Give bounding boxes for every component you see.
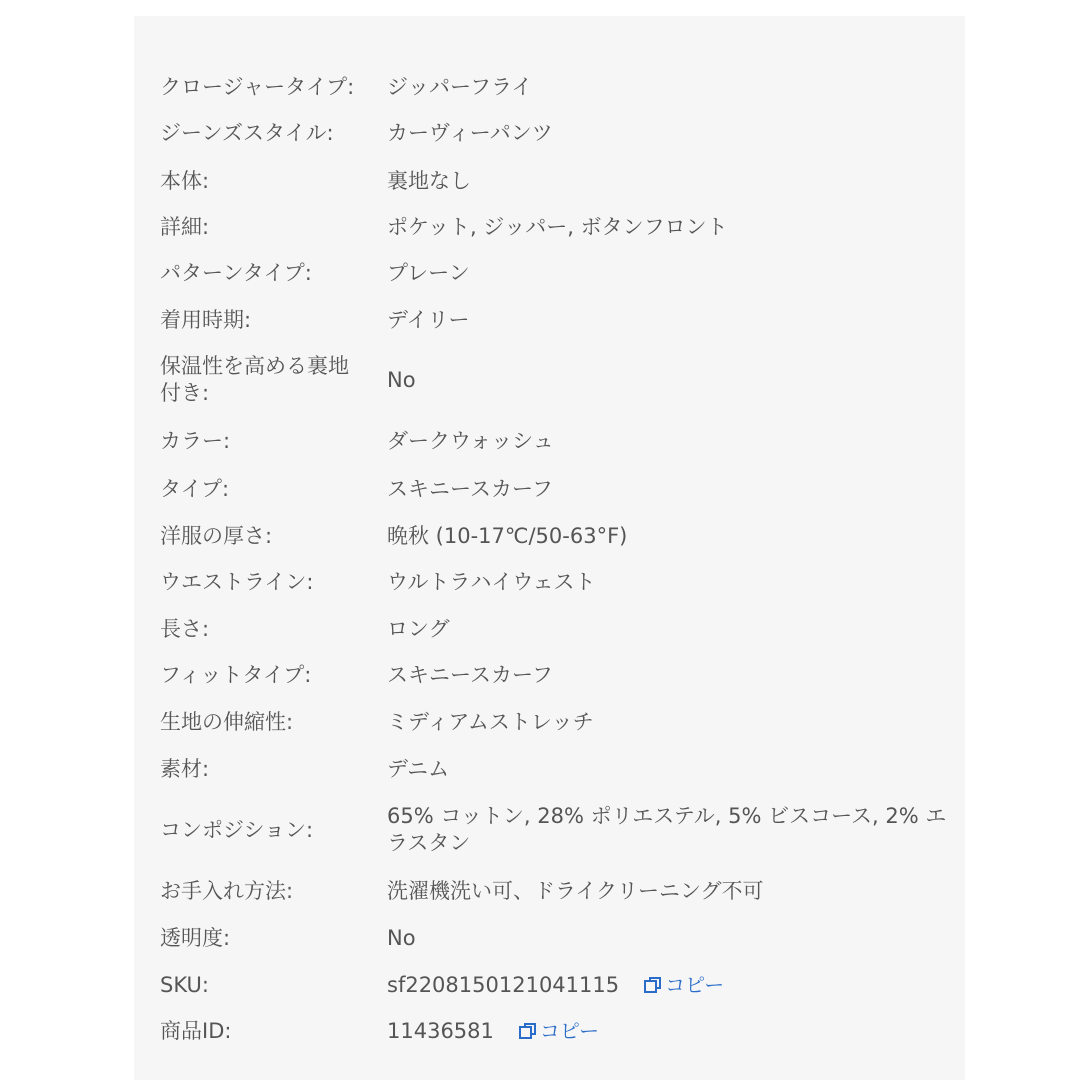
spec-row — [134, 474, 965, 504]
spec-label-closure-type: クロージャータイプ: — [160, 74, 355, 99]
spec-row — [134, 660, 965, 690]
spec-row — [134, 970, 965, 1000]
spec-row — [134, 258, 965, 288]
spec-value-jeans-style: カーヴィーパンツ — [387, 120, 553, 145]
spec-label-composition: コンポジション: — [160, 817, 314, 842]
spec-value-transparency: No — [387, 925, 416, 950]
spec-label-season: 着用時期: — [160, 307, 252, 332]
spec-value-thermal-lining: No — [387, 367, 416, 392]
spec-row — [134, 349, 965, 411]
spec-label-type: タイプ: — [160, 476, 230, 501]
spec-value-fit-type: スキニースカーフ — [387, 662, 553, 687]
spec-row — [134, 118, 965, 148]
spec-row — [134, 923, 965, 953]
spec-row — [134, 426, 965, 456]
spec-label-transparency: 透明度: — [160, 925, 231, 950]
spec-row — [134, 754, 965, 784]
spec-value-color: ダークウォッシュ — [387, 428, 554, 453]
spec-value-details: ポケット, ジッパー, ボタンフロント — [387, 214, 728, 239]
spec-value-thickness: 晩秋 (10-17℃/50-63°F) — [387, 523, 628, 548]
spec-value-stretch: ミディアムストレッチ — [387, 709, 594, 734]
spec-value-length: ロング — [387, 616, 450, 641]
spec-value-sku — [387, 972, 947, 999]
spec-label-body: 本体: — [160, 168, 210, 193]
spec-value-pattern-type: プレーン — [387, 260, 470, 285]
spec-value-waistline: ウルトラハイウェスト — [387, 569, 596, 594]
spec-label-fit-type: フィットタイプ: — [160, 662, 312, 687]
product-id-text: 11436581 — [387, 1018, 494, 1043]
copy-label: コピー — [539, 1018, 600, 1043]
spec-label-thickness: 洋服の厚さ: — [160, 523, 273, 548]
spec-value-care: 洗濯機洗い可、ドライクリーニング不可 — [387, 878, 764, 903]
spec-label-details: 詳細: — [160, 214, 210, 239]
spec-row — [134, 567, 965, 597]
copy-label: コピー — [665, 972, 725, 997]
spec-row — [134, 166, 965, 196]
spec-row — [134, 1016, 965, 1046]
spec-value-material: デニム — [387, 756, 450, 781]
spec-label-sku: SKU: — [160, 972, 209, 997]
spec-row — [134, 876, 965, 906]
spec-label-waistline: ウエストライン: — [160, 569, 314, 594]
spec-label-care: お手入れ方法: — [160, 878, 294, 903]
spec-value-composition: 65% コットン, 28% ポリエステル, 5% ビスコース, 2% エラスタン — [387, 804, 947, 855]
sku-copy-button[interactable] — [643, 972, 724, 999]
copy-icon — [518, 1021, 538, 1041]
spec-row — [134, 707, 965, 737]
spec-label-stretch: 生地の伸縮性: — [160, 709, 294, 734]
spec-row — [134, 801, 965, 859]
spec-row — [134, 521, 965, 551]
spec-row — [134, 614, 965, 644]
spec-value-body: 裏地なし — [387, 168, 471, 193]
copy-icon — [643, 975, 663, 995]
spec-row — [134, 305, 965, 335]
spec-label-product-id: 商品ID: — [160, 1018, 232, 1043]
spec-value-type: スキニースカーフ — [387, 476, 553, 501]
spec-label-color: カラー: — [160, 428, 231, 453]
spec-value-season: デイリー — [387, 307, 470, 332]
spec-label-pattern-type: パターンタイプ: — [160, 260, 312, 285]
spec-value-closure-type: ジッパーフライ — [387, 74, 533, 99]
spec-label-jeans-style: ジーンズスタイル: — [160, 120, 334, 145]
product-spec-panel — [134, 16, 965, 1080]
spec-label-length: 長さ: — [160, 616, 210, 641]
spec-row — [134, 212, 965, 242]
spec-label-thermal-lining: 保温性を高める裏地付き: — [160, 354, 349, 405]
spec-label-material: 素材: — [160, 756, 210, 781]
sku-text: sf2208150121041115 — [387, 972, 620, 997]
product-id-copy-button[interactable] — [518, 1018, 599, 1045]
spec-value-product-id — [387, 1018, 947, 1045]
spec-row — [134, 56, 965, 118]
